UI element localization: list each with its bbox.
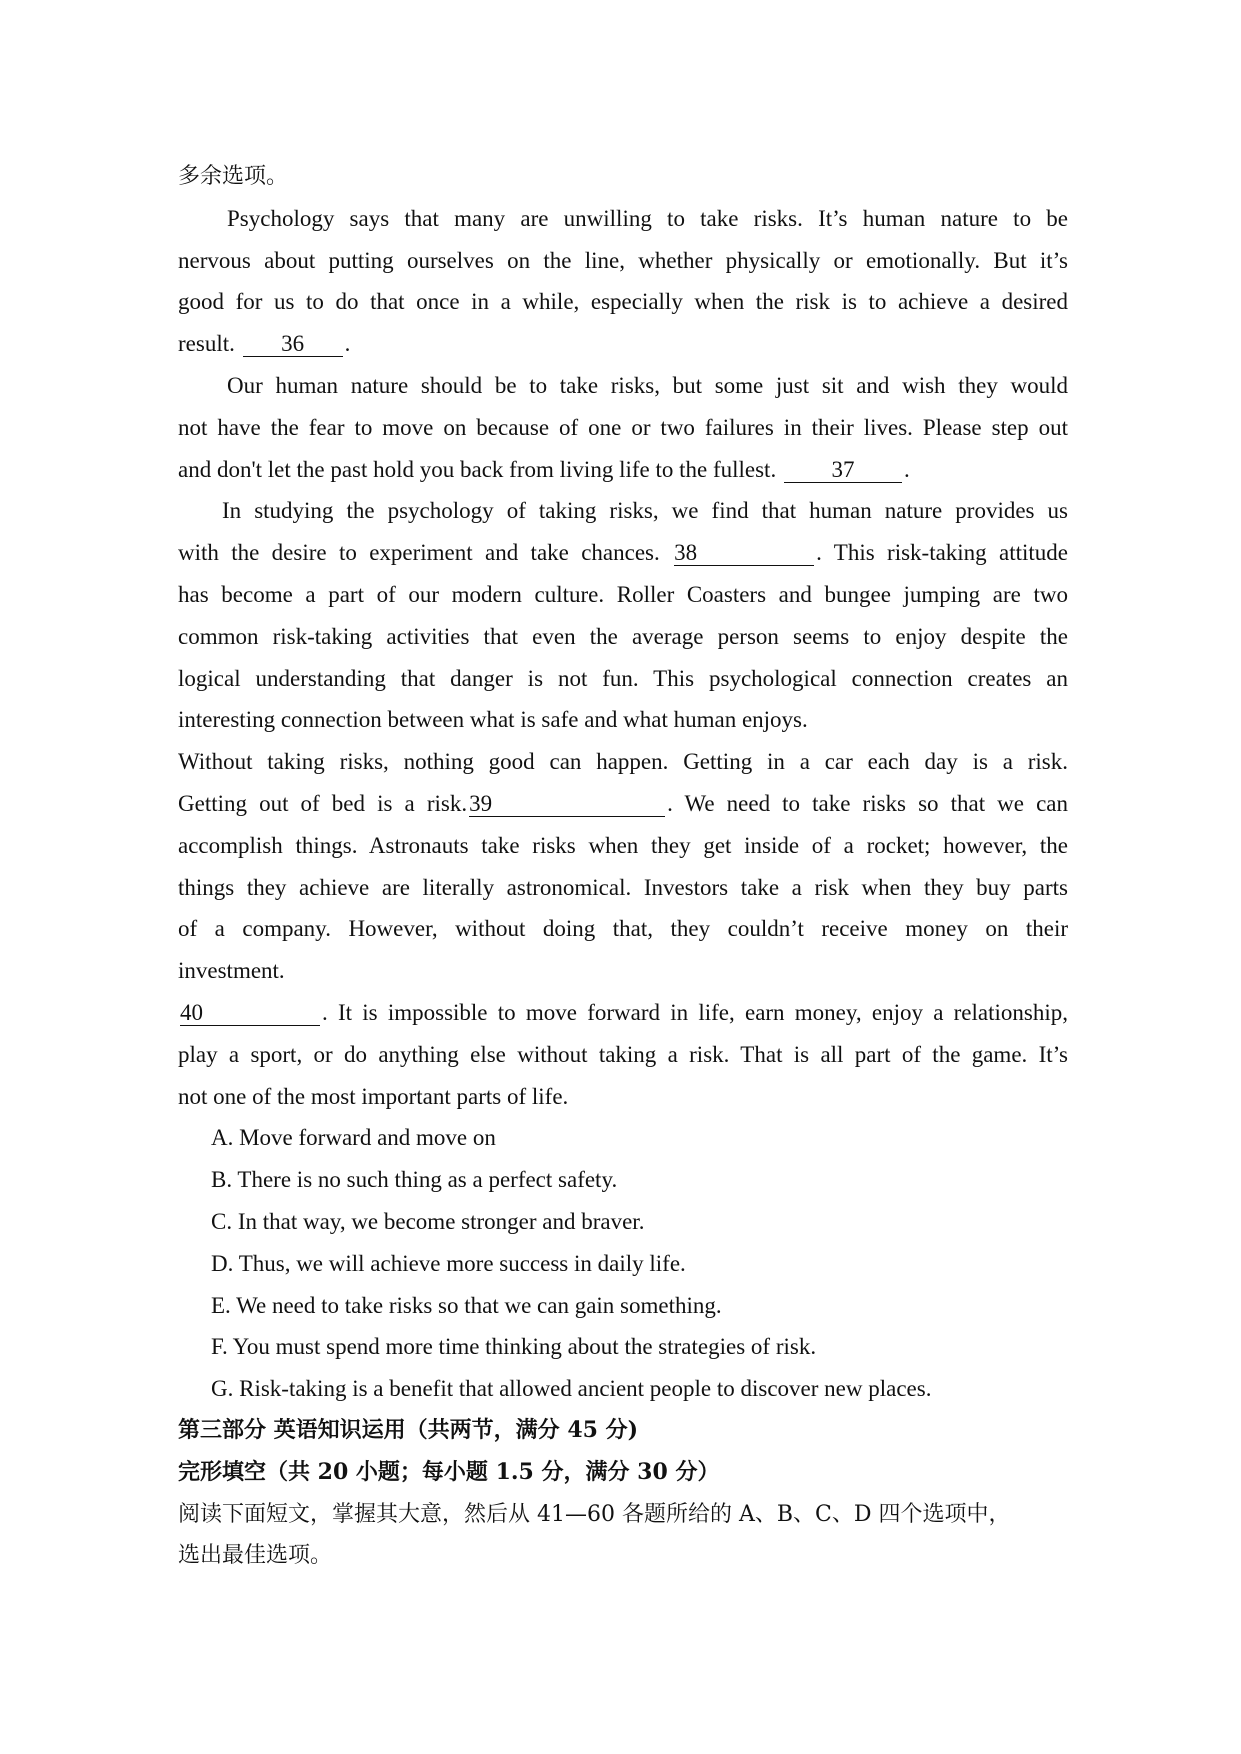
blank-40: 40: [180, 1001, 320, 1026]
p1-line-2: nervous about putting ourselves on the line, whether physically or emotionally. But it’s: [178, 247, 1068, 273]
p4-line-2: [178, 783, 1068, 825]
p5-line-2: play a sport, or do anything else without taking a risk. That is all part of the game. It’s: [178, 1041, 1068, 1067]
section3-instruction-2: 选出最佳选项。: [178, 1543, 333, 1569]
p2-line-3-text: and don't let the past hold you back from living life to the fullest.: [178, 456, 777, 482]
p5-line-1-text: . It is impossible to move forward in life, earn money, enjoy a relationship,: [322, 999, 1068, 1025]
option-g: G. Risk-taking is a benefit that allowed ancient people to discover new places.: [211, 1376, 932, 1402]
p1-line-4-text: result.: [178, 331, 235, 357]
intro-tail: 多余选项。: [178, 164, 289, 189]
p3-line-2-tail: . This risk-taking attitude: [816, 540, 1069, 566]
p3-line-5: logical understanding that danger is not fun. This psychological connection creates an: [178, 665, 1068, 691]
p4-line-1: Without taking risks, nothing good can happen. Getting in a car each day is a risk.: [178, 749, 1068, 775]
p4-line-2-tail: . We need to take risks so that we can: [667, 790, 1069, 816]
option-f: F. You must spend more time thinking about the strategies of risk.: [211, 1334, 817, 1360]
p5-line-3: not one of the most important parts of life.: [178, 1083, 569, 1109]
blank-36: 36: [243, 332, 343, 357]
section3-heading: 第三部分 英语知识运用（共两节，满分 45 分): [178, 1416, 639, 1443]
period: .: [903, 456, 910, 482]
p4-line-3: accomplish things. Astronauts take risks when they get inside of a rocket; however, the: [178, 832, 1068, 858]
blank-37: 37: [784, 458, 902, 483]
p3-line-6: interesting connection between what is safe and what human enjoys.: [178, 707, 808, 733]
p4-line-5: of a company. However, without doing that, they couldn’t receive money on their: [178, 916, 1068, 942]
p3-line-2-text: with the desire to experiment and take chances.: [178, 540, 660, 566]
p3-line-4: common risk-taking activities that even the average person seems to enjoy despite the: [178, 623, 1068, 649]
p3-line-2: [178, 532, 1068, 574]
p1-line-4: [178, 323, 1068, 365]
blank-39: 39: [469, 792, 665, 817]
section3-subheading: 完形填空（共 20 小题；每小题 1.5 分，满分 30 分）: [178, 1458, 720, 1485]
p2-line-1: Our human nature should be to take risks, but some just sit and wish they would: [227, 372, 1068, 398]
exam-page: [178, 156, 1068, 1577]
p3-line-3: has become a part of our modern culture. Roller Coasters and bungee jumping are two: [178, 581, 1068, 607]
option-b: B. There is no such thing as a perfect safety.: [211, 1167, 618, 1193]
p1-line-3: good for us to do that once in a while, especially when the risk is to achieve a desired: [178, 289, 1068, 315]
p3-line-1: In studying the psychology of taking risks, we find that human nature provides us: [222, 498, 1068, 524]
option-e: E. We need to take risks so that we can gain something.: [211, 1292, 722, 1318]
blank-38: 38: [674, 541, 814, 566]
p2-line-3: [178, 449, 1068, 491]
option-c: C. In that way, we become stronger and braver.: [211, 1208, 645, 1234]
p2-line-2: not have the fear to move on because of one or two failures in their lives. Please step out: [178, 414, 1068, 440]
option-a: A. Move forward and move on: [211, 1125, 496, 1151]
p4-line-2-text: Getting out of bed is a risk.: [178, 790, 468, 816]
p1-line-1: Psychology says that many are unwilling to take risks. It’s human nature to be: [227, 205, 1068, 231]
option-d: D. Thus, we will achieve more success in daily life.: [211, 1250, 686, 1276]
section3-instruction-1: 阅读下面短文，掌握其大意，然后从 41—60 各题所给的 A、B、C、D 四个选项中，: [178, 1501, 1011, 1527]
period: .: [344, 331, 351, 357]
p4-line-4: things they achieve are literally astronomical. Investors take a risk when they buy parts: [178, 874, 1068, 900]
p4-line-6: investment.: [178, 958, 285, 984]
p5-line-1: [178, 992, 1068, 1034]
